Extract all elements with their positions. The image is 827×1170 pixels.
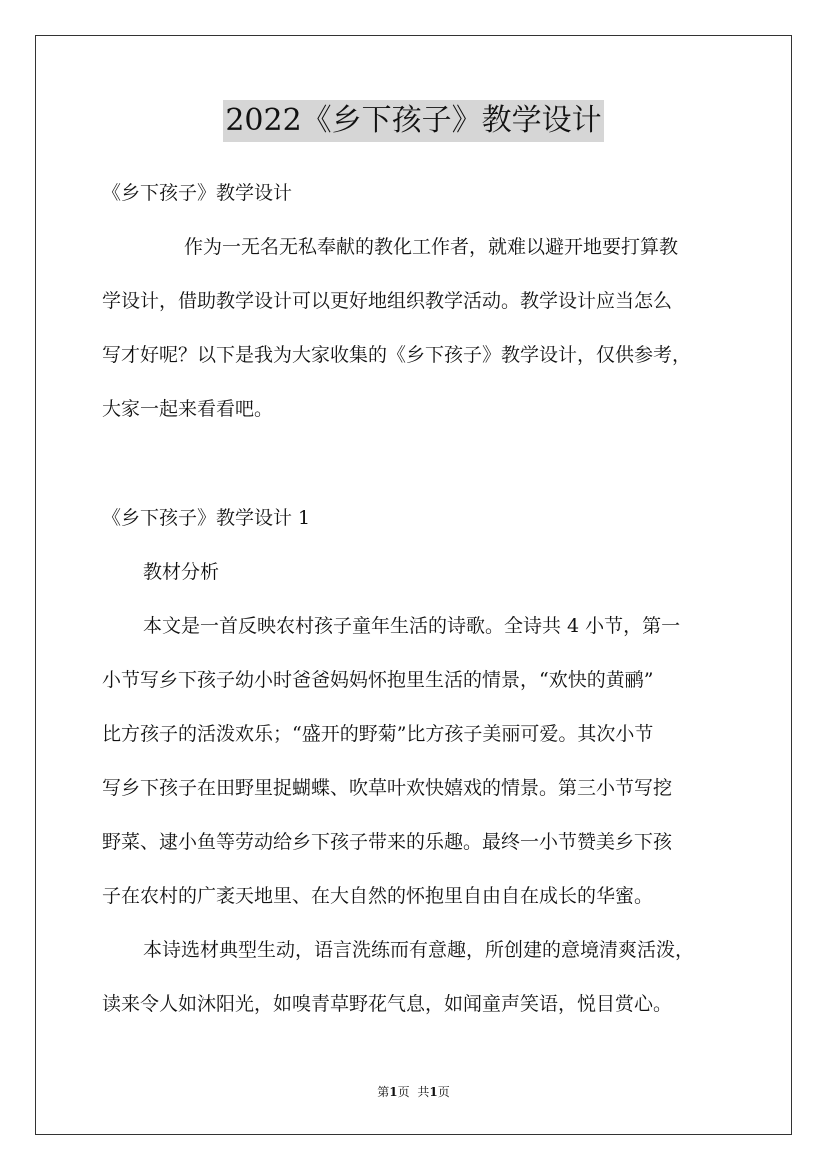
intro-line-4: 大家一起来看看吧。 <box>102 398 274 420</box>
section-title: 《乡下孩子》教学设计 1 <box>102 507 311 529</box>
paragraph1-line-1: 本文是一首反映农村孩子童年生活的诗歌。全诗共 4 小节，第一 <box>143 615 681 637</box>
paragraph2-line-2: 读来令人如沐阳光，如嗅青草野花气息，如闻童声笑语，悦目赏心。 <box>102 993 673 1015</box>
title-container <box>0 100 827 142</box>
paragraph1-line-4: 写乡下孩子在田野里捉蝴蝶、吹草叶欢快嬉戏的情景。第三小节写挖 <box>102 777 673 799</box>
paragraph1-line-6: 子在农村的广袤天地里、在大自然的怀抱里自由自在成长的华蜜。 <box>102 885 654 907</box>
section-subheading: 教材分析 <box>143 561 220 583</box>
paragraph1-line-5: 野菜、逮小鱼等劳动给乡下孩子带来的乐趣。最终一小节赞美乡下孩 <box>102 831 673 853</box>
page-footer <box>0 1084 827 1100</box>
document-subtitle: 《乡下孩子》教学设计 <box>102 182 293 204</box>
footer-total-unit: 页 <box>437 1085 450 1099</box>
footer-page-unit: 页 <box>397 1085 410 1099</box>
paragraph1-line-3: 比方孩子的活泼欢乐；“盛开的野菊”比方孩子美丽可爱。其次小节 <box>102 723 654 745</box>
footer-page-label: 第 <box>377 1085 390 1099</box>
footer-total-label: 共 <box>417 1085 430 1099</box>
paragraph1-line-2: 小节写乡下孩子幼小时爸爸妈妈怀抱里生活的情景，“欢快的黄鹂” <box>102 669 654 691</box>
intro-line-2: 学设计，借助教学设计可以更好地组织教学活动。教学设计应当怎么 <box>102 290 673 312</box>
paragraph2-line-1: 本诗选材典型生动，语言洗练而有意趣，所创建的意境清爽活泼， <box>143 939 695 961</box>
document-title: 2022《乡下孩子》教学设计 <box>223 100 603 142</box>
intro-line-1: 作为一无名无私奉献的教化工作者，就难以避开地要打算教 <box>184 236 679 258</box>
footer-total-number: 1 <box>429 1085 438 1099</box>
footer-page-number: 1 <box>389 1085 398 1099</box>
intro-line-3: 写才好呢？以下是我为大家收集的《乡下孩子》教学设计，仅供参考， <box>102 344 692 366</box>
